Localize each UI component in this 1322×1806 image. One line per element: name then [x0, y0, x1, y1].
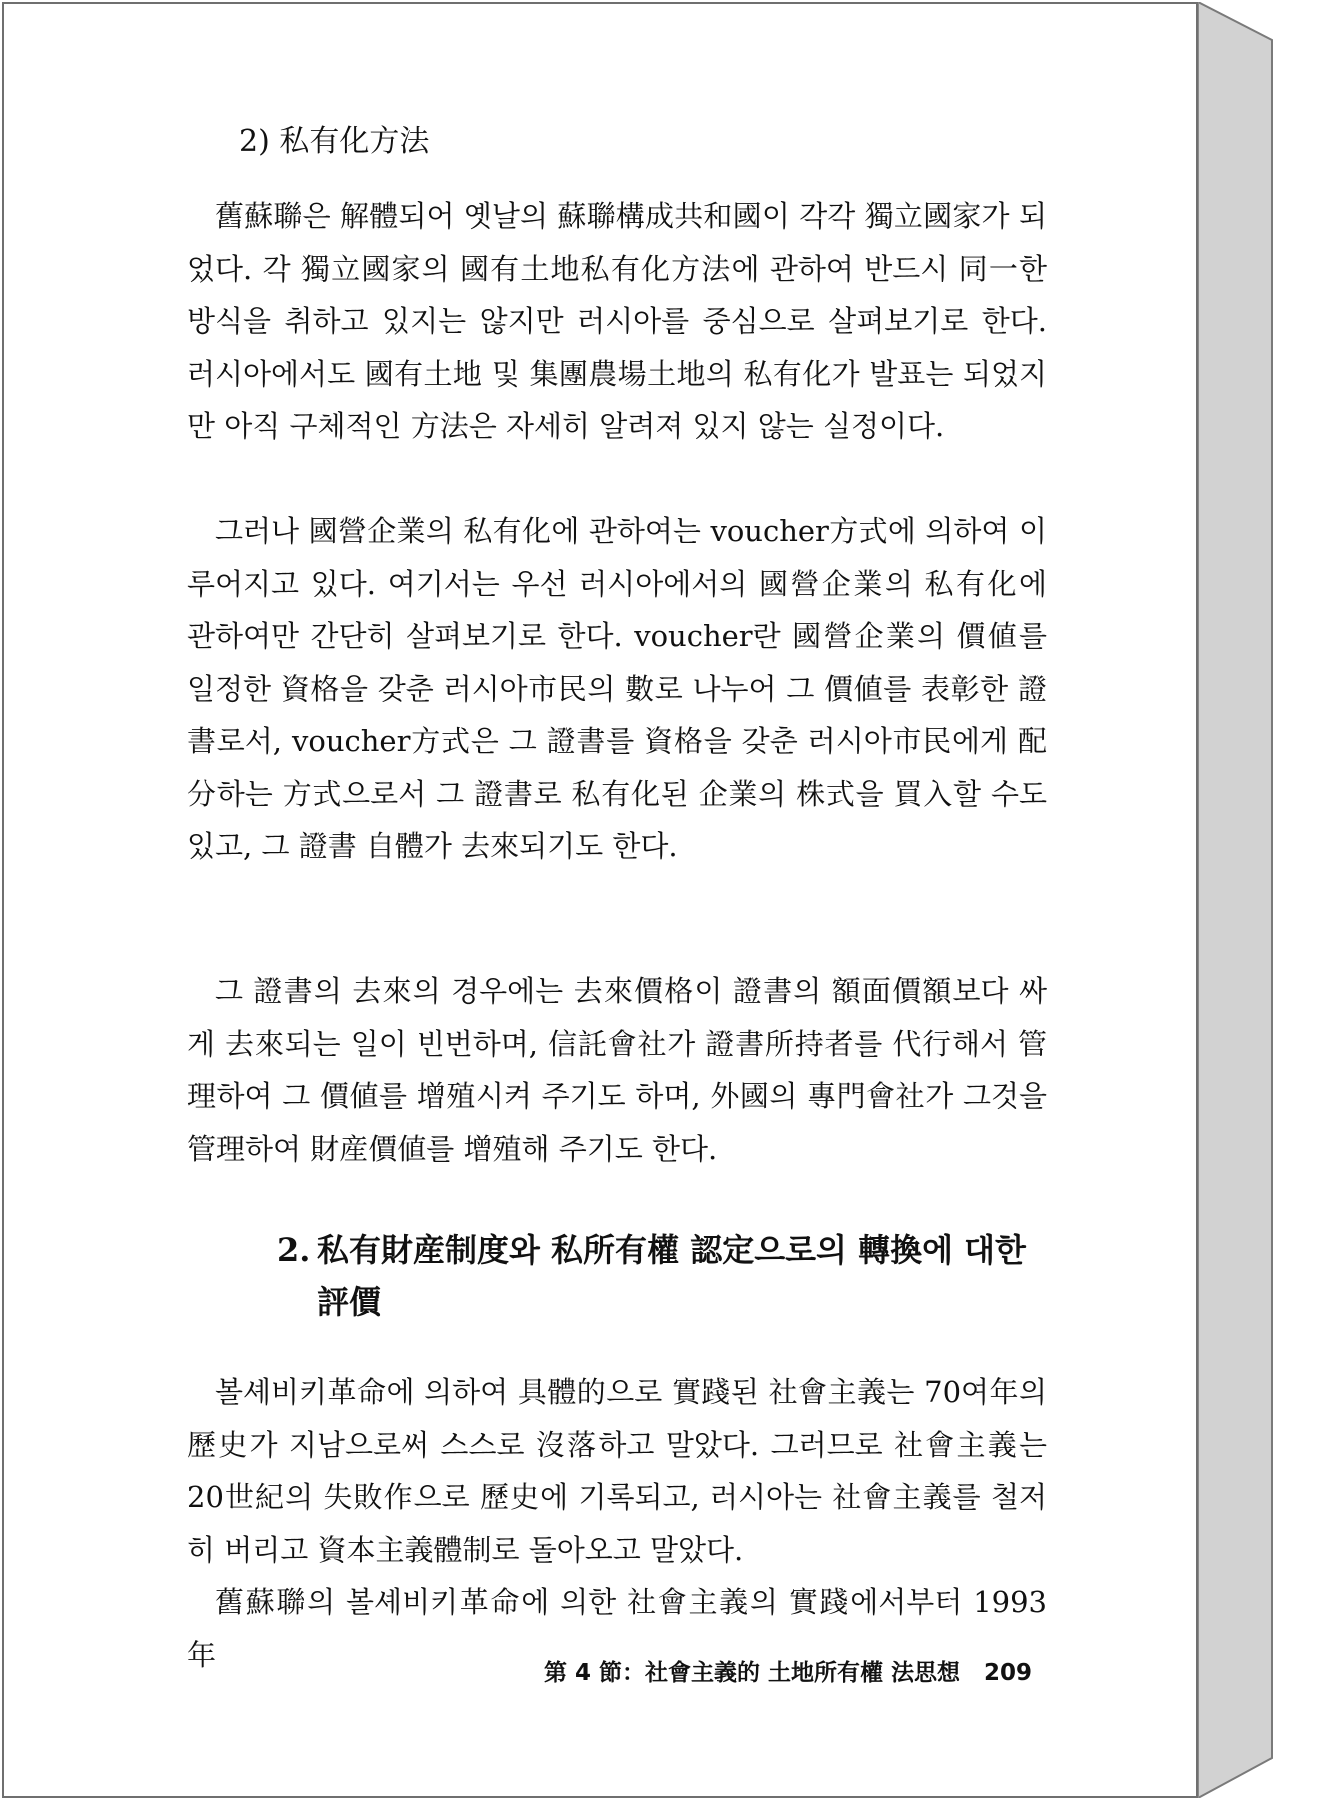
section-title-line-2: 評價	[317, 1283, 382, 1321]
subsection-heading: 2) 私有化方法	[239, 124, 430, 159]
paragraph: 그러나 國營企業의 私有化에 관하여는 voucher方式에 의하여 이루어지고 있다. 여기서는 우선 러시아에서의 國營企業의 私有化에 관하여만 간단히 살펴보기로 한다. voucher란 國營企業의 價値를 일정한 資格을 갖춘 러시아市民의 數로 나누어 그 價値를 表彰한 證書로서, voucher方式은 그 證書를 資格을 갖춘 러시아市民에게 配分하는 方式으로서 그 證書로 私有化된 企業의 株式을 買入할 수도 있고, 그 證書 自體가 去來되기도 한다.	[187, 514, 1047, 863]
running-title: 第 4 節：社會主義的 土地所有權 法思想	[544, 1660, 961, 1686]
section-number: 2.	[277, 1231, 311, 1269]
book-page	[2, 2, 1198, 1798]
section-heading	[277, 1224, 1037, 1328]
page-number: 209	[984, 1660, 1033, 1686]
paragraph: 舊蘇聯의 볼셰비키革命에 의한 社會主義의 實踐에서부터 1993年	[187, 1585, 1047, 1672]
section-title-line-1: 私有財産制度와 私所有權 認定으로의 轉換에 대한	[317, 1231, 1026, 1269]
paragraph: 볼셰비키革命에 의하여 具體的으로 實踐된 社會主義는 70여年의 歷史가 지남으로써 스스로 沒落하고 말았다. 그러므로 社會主義는 20世紀의 失敗作으로 歷史에 기록되고, 러시아는 社會主義를 철저히 버리고 資本主義體制로 돌아오고 말았다.	[187, 1375, 1047, 1567]
page-stack-edge	[1198, 2, 1278, 1798]
paragraph: 그 證書의 去來의 경우에는 去來價格이 證書의 額面價額보다 싸게 去來되는 일이 빈번하며, 信託會社가 證書所持者를 代行해서 管理하여 그 價値를 增殖시켜 주기도 하며, 外國의 專門會社가 그것을 管理하여 財産價値를 增殖해 주기도 한다.	[187, 974, 1047, 1166]
paragraph: 舊蘇聯은 解體되어 옛날의 蘇聯構成共和國이 각각 獨立國家가 되었다. 각 獨立國家의 國有土地私有化方法에 관하여 반드시 同一한 방식을 취하고 있지는 않지만 러시아를 중심으로 살펴보기로 한다. 러시아에서도 國有土地 및 集團農場土地의 私有化가 발표는 되었지만 아직 구체적인 方法은 자세히 알려져 있지 않는 실정이다.	[187, 199, 1047, 443]
running-footer	[544, 1654, 1032, 1687]
